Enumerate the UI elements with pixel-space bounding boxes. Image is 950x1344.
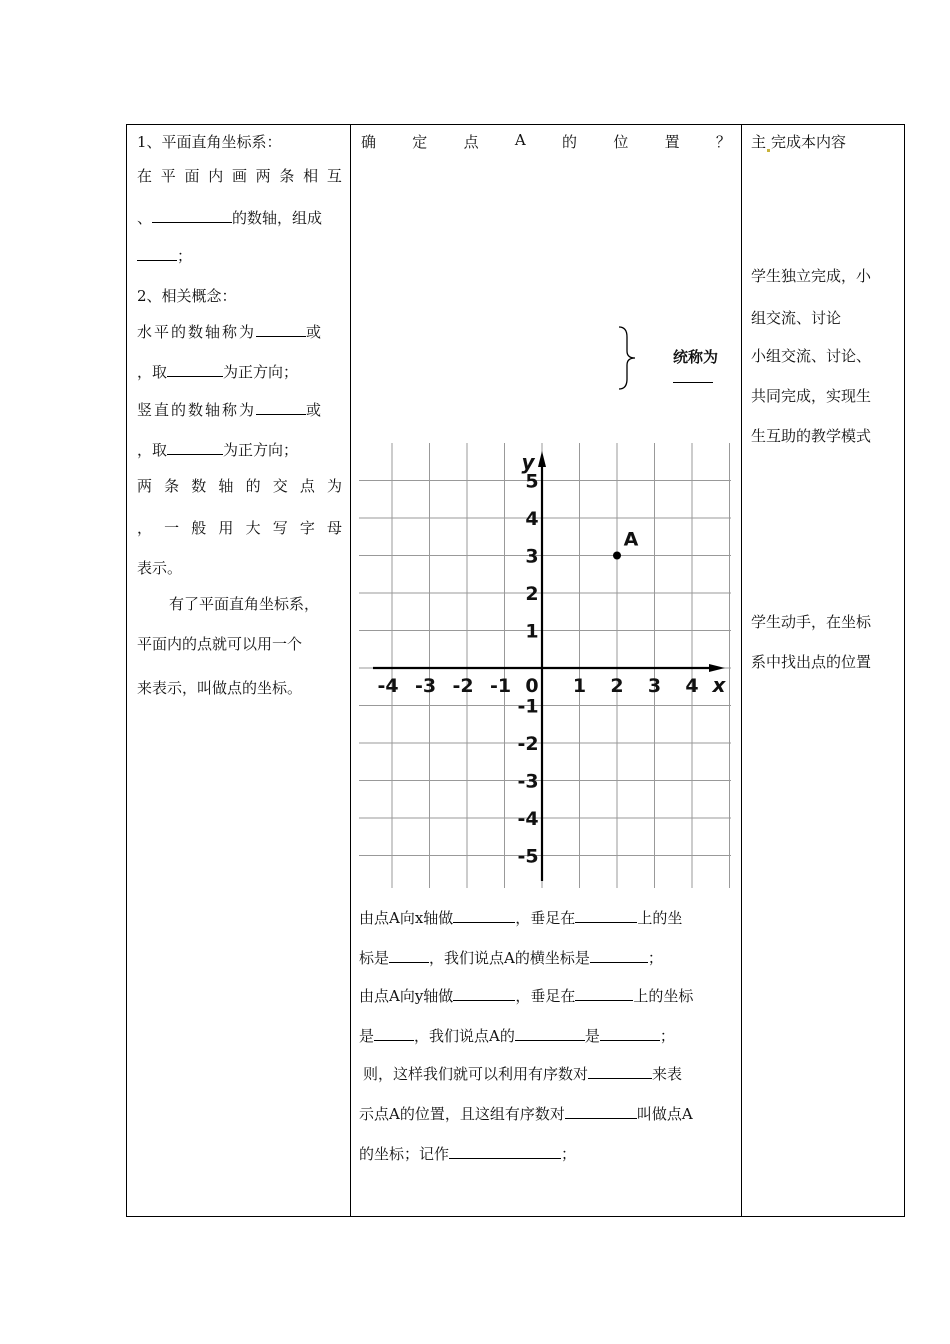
fill-blank[interactable] (600, 1025, 660, 1041)
text-line-direction: ，取 为正方向； (137, 441, 299, 459)
question-char: 定 (412, 133, 428, 151)
y-tick-label: -4 (517, 808, 539, 830)
text-line-origin (137, 475, 342, 496)
x-tick-label: -3 (414, 675, 437, 697)
fill-blank[interactable] (152, 207, 232, 223)
text-line-perp-y: 由点A向y轴做 ，垂足在 上的坐标 (359, 987, 694, 1005)
char: 面 (184, 167, 200, 185)
text-line-capital-letter (137, 517, 342, 538)
fill-blank[interactable] (449, 1143, 561, 1159)
fill-blank[interactable] (515, 1025, 585, 1041)
question-char: 位 (613, 133, 629, 151)
y-tick-label: -2 (517, 733, 539, 755)
char: 平 (160, 167, 176, 185)
char: 点 (299, 477, 315, 495)
char: 互 (326, 167, 342, 185)
y-axis-label: y (521, 450, 535, 474)
question-char: 置 (664, 133, 680, 151)
char: 画 (231, 167, 247, 185)
y-tick-label: -3 (517, 770, 539, 793)
y-axis-arrow-icon (538, 451, 546, 467)
fill-blank[interactable] (588, 1063, 652, 1079)
char: 内 (208, 167, 224, 185)
text-line-draw-axes (137, 165, 342, 186)
char: 交 (272, 477, 288, 495)
fill-blank[interactable] (389, 947, 429, 963)
x-tick-label: -1 (489, 675, 512, 697)
concept-column (127, 125, 350, 1216)
point-a-label: A (623, 528, 639, 551)
char: 写 (272, 519, 288, 537)
method-line: 学生动手，在坐标 (751, 613, 872, 631)
question-char: A (514, 131, 526, 149)
method-line: 学生独立完成，小 (751, 267, 872, 285)
y-tick-label: 1 (525, 620, 539, 643)
text-line-ordered-pair: 则，这样我们就可以利用有序数对 来表 (363, 1065, 683, 1083)
question-char: 确 (361, 133, 377, 151)
fill-blank[interactable] (256, 399, 306, 415)
text-line-perpendicular: 、 的数轴，组成 (137, 209, 323, 227)
x-tick-label: -2 (452, 675, 474, 697)
char: 相 (303, 167, 319, 185)
curly-brace-icon (617, 325, 641, 391)
question-char: ？ (715, 133, 731, 151)
y-tick-label: 4 (525, 508, 539, 530)
x-tick-label: 3 (647, 675, 662, 697)
text-line-position: 示点A的位置，且这组有序数对 叫做点A (359, 1105, 693, 1123)
activity-column (351, 125, 741, 1216)
x-tick-label: 1 (572, 675, 587, 697)
char: 一 (164, 519, 180, 537)
fill-blank[interactable] (575, 985, 633, 1001)
fill-blank[interactable] (167, 361, 223, 377)
section-heading-2: 2、相关概念： (137, 287, 237, 305)
char: 两 (137, 477, 153, 495)
text-line-horizontal-axis: 水平的数轴称为 或 (137, 323, 322, 341)
char: 母 (326, 519, 342, 537)
fill-blank[interactable] (167, 439, 223, 455)
question-char: 点 (463, 133, 479, 151)
text-line-coordinate-def: 来表示，叫做点的坐标。 (137, 679, 303, 697)
fill-blank[interactable] (575, 907, 637, 923)
lesson-table (126, 124, 905, 1217)
y-tick-label: 5 (525, 470, 539, 493)
char: 为 (326, 477, 342, 495)
x-tick-label: 0 (525, 675, 539, 697)
fill-blank[interactable] (673, 367, 713, 383)
method-line: 生互助的教学模式 (751, 427, 872, 445)
text-line-vertical-axis: 竖直的数轴称为 或 (137, 401, 322, 419)
fill-blank[interactable] (453, 985, 515, 1001)
fill-blank[interactable] (590, 947, 648, 963)
fill-blank[interactable] (453, 907, 515, 923)
method-line: 共同完成，实现生 (751, 387, 872, 405)
x-axis-label: x (712, 673, 726, 697)
char: 般 (191, 519, 207, 537)
text-line-perp-x: 由点A向x轴做 ，垂足在 上的坐 (359, 909, 683, 927)
question-char: 的 (562, 133, 578, 151)
method-line: 小组交流、讨论、 (751, 347, 872, 365)
fill-blank[interactable] (137, 245, 177, 261)
point-a (613, 552, 621, 560)
char: 轴 (218, 477, 234, 495)
char: ， (137, 519, 153, 537)
text-line-x-coordinate: 标是 ，我们说点A的横坐标是 ； (359, 949, 663, 967)
axes (373, 451, 725, 881)
fill-blank[interactable] (374, 1025, 414, 1041)
char: 大 (245, 519, 261, 537)
char: 数 (191, 477, 207, 495)
x-tick-label: 4 (685, 675, 699, 697)
char: 字 (299, 519, 315, 537)
y-tick-label: -5 (517, 845, 539, 868)
y-tick-label: 3 (525, 545, 539, 568)
section-heading-1: 1、平面直角坐标系： (137, 133, 282, 151)
fill-blank[interactable] (256, 321, 306, 337)
y-tick-label: -1 (517, 695, 539, 718)
method-column (742, 125, 905, 1216)
text-line-coordinate-intro: 有了平面直角坐标系， (169, 595, 320, 613)
char: 条 (279, 167, 295, 185)
y-tick-label: 2 (525, 583, 539, 605)
x-tick-label: -4 (377, 675, 399, 697)
method-self-study: 主 完成本内容 (751, 133, 847, 151)
fill-blank[interactable] (565, 1103, 637, 1119)
method-line: 组交流、讨论 (751, 309, 842, 327)
text-line-point: 平面内的点就可以用一个 (137, 635, 303, 653)
grid-lines (359, 443, 731, 888)
char: 条 (164, 477, 180, 495)
method-line: 系中找出点的位置 (751, 653, 872, 671)
coordinate-grid (359, 443, 735, 893)
char: 用 (218, 519, 234, 537)
text-line-direction: ，取 为正方向； (137, 363, 299, 381)
char: 在 (137, 167, 153, 185)
question-line (361, 131, 731, 152)
x-tick-label: 2 (610, 675, 624, 697)
text-line-compose: ； (137, 245, 192, 266)
char: 两 (255, 167, 271, 185)
char: 的 (245, 477, 261, 495)
text-line-represent: 表示。 (137, 559, 183, 577)
text-line-notation: 的坐标；记作 ； (359, 1145, 577, 1163)
text-line-y-coordinate: 是 ，我们说点A的 是 ； (359, 1027, 675, 1045)
collective-name: 统称为 (673, 346, 741, 387)
x-axis-arrow-icon (709, 664, 725, 672)
